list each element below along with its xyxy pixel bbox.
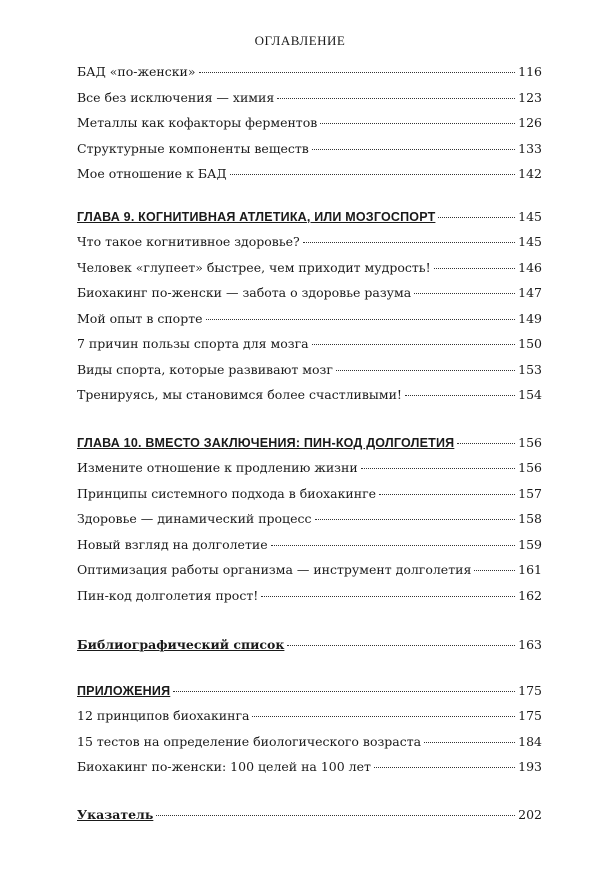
toc-entry[interactable] [77,166,542,192]
toc-entry[interactable] [77,562,542,588]
dot-leader [277,98,515,99]
toc-entry-page: 159 [518,536,542,552]
toc-entry[interactable] [77,588,542,614]
toc-entry[interactable] [77,537,542,563]
toc-entry-title: Металлы как кофакторы ферментов [77,115,318,130]
toc-bibliography-title: Библиографический список [77,637,285,652]
page-title: ОГЛАВЛЕНИЕ [254,33,346,48]
toc-entry[interactable] [77,708,542,734]
toc-appendix-title: ПРИЛОЖЕНИЯ [77,683,171,698]
toc-entry-page: 154 [518,387,542,402]
dot-leader [405,395,515,396]
toc-entry-page: 133 [518,140,542,156]
dot-leader [271,545,516,546]
dot-leader [303,242,515,243]
dot-leader [361,468,515,469]
toc-entry[interactable] [77,285,542,311]
dot-leader [252,716,515,717]
dot-leader [374,767,515,768]
toc-entry-page: 149 [518,310,542,326]
dot-leader [434,268,516,269]
toc-entry-title: Мой опыт в спорте [77,310,203,326]
toc-entry[interactable] [77,336,542,362]
toc-entry-page: 150 [518,336,542,351]
toc-entry[interactable] [77,362,542,388]
toc-appendix[interactable] [77,683,542,709]
dot-leader [320,123,515,124]
toc-entry-title: Новый взгляд на долголетие [77,536,268,552]
toc-index-title: Указатель [77,806,154,822]
toc-index[interactable] [77,807,542,833]
dot-leader [156,815,515,816]
dot-leader [199,72,516,73]
toc-entry-page: 156 [518,460,542,475]
dot-leader [261,596,515,597]
toc-entry[interactable] [77,64,542,90]
toc-entry-title: 7 причин пользы спорта для мозга [77,336,309,351]
dot-leader [315,519,516,520]
toc-entry-page: 193 [518,759,542,774]
toc-entry-title: Измените отношение к продлению жизни [77,460,358,475]
toc-chapter-page: 145 [518,208,542,224]
toc-chapter-title: ГЛАВА 9. КОГНИТИВНАЯ АТЛЕТИКА, ИЛИ МОЗГОСПОРТ [77,209,436,224]
toc-entry[interactable] [77,460,542,486]
toc-entry-title: Принципы системного подхода в биохакинге [77,485,377,501]
toc-entry-title: Мое отношение к БАД [77,166,227,181]
toc-bibliography[interactable] [77,637,542,663]
toc-entry[interactable] [77,234,542,260]
toc-entry[interactable] [77,759,542,785]
toc-entry-page: 123 [518,89,542,105]
table-of-contents [77,64,542,832]
toc-appendix-page: 175 [518,682,542,698]
toc-entry[interactable] [77,90,542,116]
toc-entry-title: Пин-код долголетия прост! [77,587,259,603]
toc-entry-page: 161 [518,562,542,577]
toc-entry-page: 153 [518,361,542,377]
dot-leader [424,742,515,743]
toc-entry-page: 116 [518,64,542,79]
toc-entry-page: 142 [518,166,542,181]
toc-chapter-page: 156 [518,434,542,450]
toc-entry-page: 146 [518,259,542,275]
dot-leader [457,443,515,444]
toc-entry-title: Структурные компоненты веществ [77,140,309,156]
toc-entry-title: Тренируясь, мы становимся более счастливыми! [77,387,402,402]
toc-entry[interactable] [77,141,542,167]
dot-leader [336,370,515,371]
dot-leader [414,293,515,294]
toc-entry-title: Биохакинг по-женски: 100 целей на 100 лет [77,759,371,774]
dot-leader [206,319,516,320]
toc-bibliography-page: 163 [518,637,542,652]
toc-entry-page: 147 [518,285,542,300]
toc-entry[interactable] [77,115,542,141]
dot-leader [438,217,515,218]
toc-entry-title: БАД «по-женски» [77,64,196,79]
dot-leader [230,174,515,175]
toc-chapter-title: ГЛАВА 10. ВМЕСТО ЗАКЛЮЧЕНИЯ: ПИН-КОД ДОЛГОЛЕТИЯ [77,435,455,450]
toc-entry-page: 158 [518,511,542,526]
dot-leader [173,691,515,692]
toc-entry[interactable] [77,486,542,512]
toc-entry[interactable] [77,511,542,537]
toc-entry-page: 175 [518,708,542,723]
toc-entry-title: 12 принципов биохакинга [77,708,250,723]
toc-entry-page: 157 [518,485,542,501]
toc-entry-title: Все без исключения — химия [77,89,275,105]
toc-entry[interactable] [77,734,542,760]
toc-entry-title: 15 тестов на определение биологического возраста [77,733,422,749]
toc-entry-title: Человек «глупеет» быстрее, чем приходит мудрость! [77,259,431,275]
toc-entry[interactable] [77,260,542,286]
toc-entry-page: 145 [518,234,542,249]
dot-leader [312,149,515,150]
toc-index-page: 202 [518,806,542,822]
toc-entry-title: Виды спорта, которые развивают мозг [77,361,333,377]
dot-leader [379,494,515,495]
toc-entry-title: Биохакинг по-женски — забота о здоровье разума [77,285,412,300]
toc-chapter[interactable] [77,209,542,235]
toc-entry-page: 162 [518,587,542,603]
toc-entry-title: Здоровье — динамический процесс [77,511,312,526]
toc-chapter[interactable] [77,435,542,461]
toc-entry-title: Оптимизация работы организма — инструмент долголетия [77,562,472,577]
toc-entry[interactable] [77,311,542,337]
toc-entry[interactable] [77,387,542,413]
toc-entry-page: 126 [518,115,542,130]
dot-leader [287,645,515,646]
dot-leader [312,344,516,345]
dot-leader [474,570,515,571]
toc-entry-title: Что такое когнитивное здоровье? [77,234,300,249]
toc-entry-page: 184 [518,733,542,749]
